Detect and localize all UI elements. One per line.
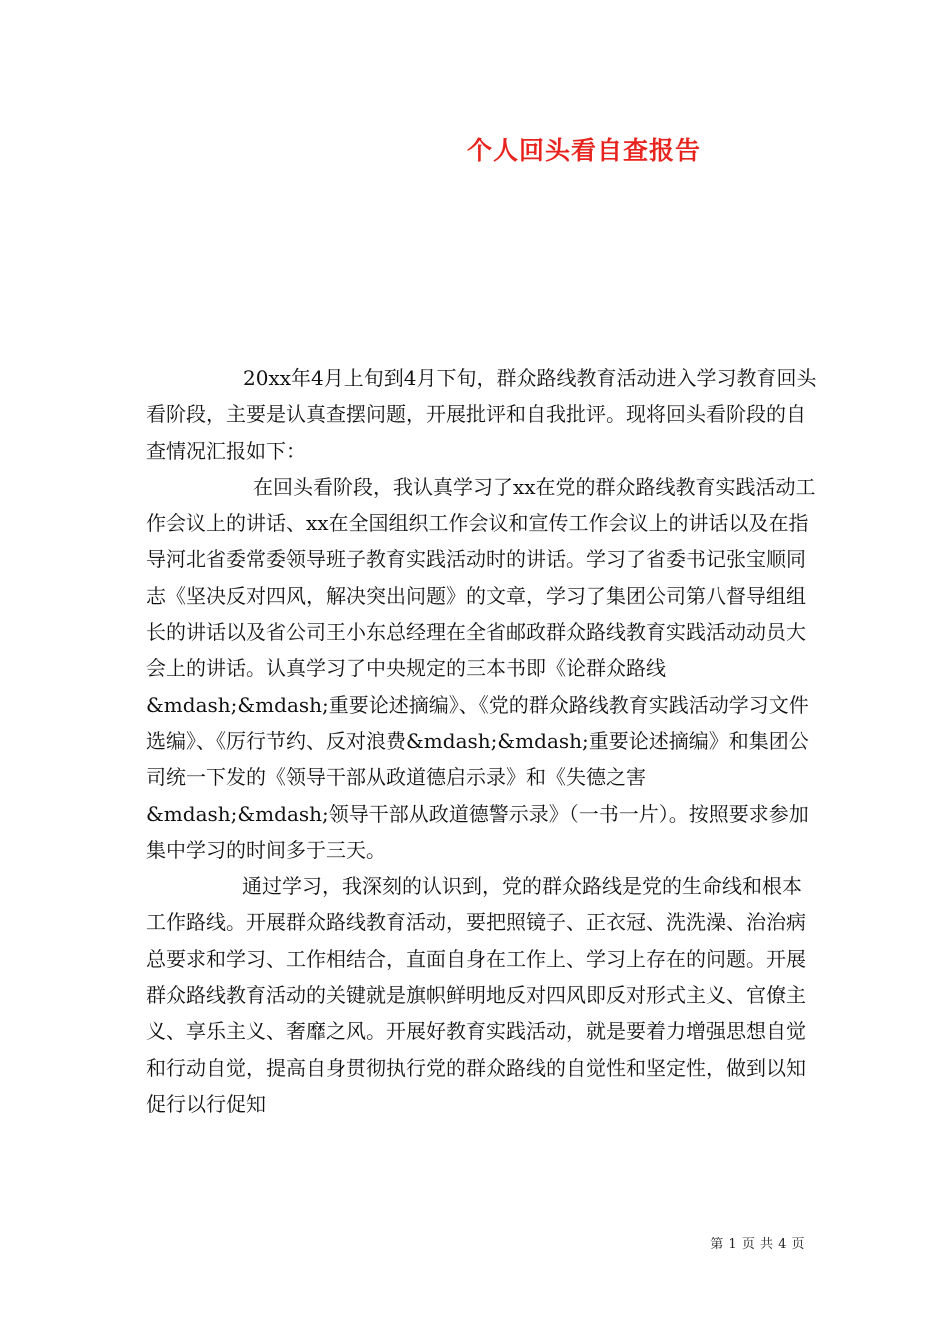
paragraph-understanding: 通过学习，我深刻的认识到，党的群众路线是党的生命线和根本工作路线。开展群众路线教育活动，要把照镜子、正衣冠、洗洗澡、治治病总要求和学习、工作相结合，直面自身在工作上、学习上存在的问题。开展群众路线教育活动的关键就是旗帜鲜明地反对四风即反对形式主义、官僚主义、享乐主义、奢靡之风。开展好教育实践活动，就是要着力增强思想自觉和行动自觉，提高自身贯彻执行党的群众路线的自觉性和坚定性，做到以知促行以行促知 [146,874,806,1116]
paragraph-study: 在回头看阶段，我认真学习了xx在党的群众路线教育实践活动工作会议上的讲话、xx在全国组织工作会议和宣传工作会议上的讲话以及在指导河北省委常委领导班子教育实践活动时的讲话。学习了省委书记张宝顺同志《坚决反对四风，解决突出问题》的文章，学习了集团公司第八督导组组长的讲话以及省公司王小东总经理在全省邮政群众路线教育实践活动动员大会上的讲话。认真学习了中央规定的三本书即《论群众路线&mdash;&mdash;重要论述摘编》、《党的群众路线教育实践活动学习文件选编》、《厉行节约、反对浪费&mdash;&mdash;重要论述摘编》和集团公司统一下发的《领导干部从政道德启示录》和《失德之害&mdash;&mdash;领导干部从政道德警示录》（一书一片）。按照要求参加集中学习的时间多于三天。 [146,474,816,862]
paragraph-intro: 20xx年4月上旬到4月下旬，群众路线教育活动进入学习教育回头看阶段，主要是认真查摆问题，开展批评和自我批评。现将回头看阶段的自查情况汇报如下： [146,366,817,463]
page-number: 第 1 页 共 4 页 [710,1237,805,1252]
document-body [146,360,818,1122]
document-title [0,131,950,167]
document-title-text: 个人回头看自查报告 [466,136,701,165]
